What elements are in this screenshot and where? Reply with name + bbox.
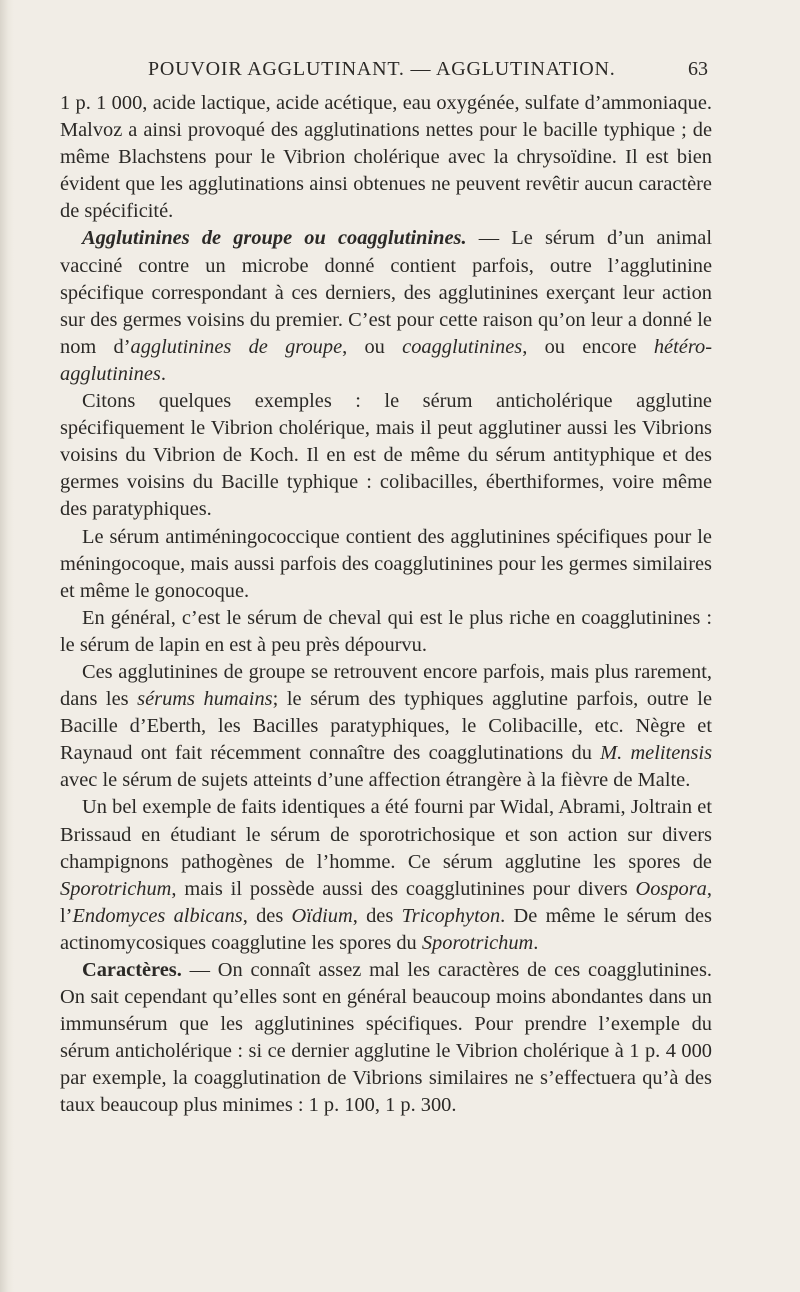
text-run: Ces agglutinines de groupe se retrouvent encore parfois, mais plus rarement, dans les [60, 660, 712, 711]
italic-term: agglutinines de groupe [130, 335, 343, 358]
text-run: . [160, 362, 166, 385]
page-gutter-shadow [0, 0, 14, 1292]
text-run: . De même le sérum des actinomycosiques coagglutine les spores du [60, 904, 712, 954]
italic-term: M. melitensis [600, 742, 712, 765]
text-run: , l’ [60, 877, 712, 927]
section-heading: Caractères. [82, 959, 182, 981]
text-run: , mais il possède aussi des coagglutinines pour divers [171, 877, 636, 900]
section-heading: Agglutinines de groupe ou coagglutinines. [82, 227, 467, 250]
page-header [148, 58, 708, 88]
text-run: , des [352, 904, 402, 927]
text-run: , ou encore [522, 335, 654, 358]
text-run: Un bel exemple de faits identiques a été fourni par Widal, Abrami, Joltrain et Brissaud en étudiant le sérum de sporotrichosique et son action sur divers champignons pathogènes de l’homme. Ce sérum agglutine les spores de [60, 796, 712, 873]
paragraph-agglutinines-de-groupe [60, 225, 712, 388]
italic-term: Sporotrichum [421, 931, 534, 954]
italic-term: Tricophyton [401, 904, 501, 927]
paragraph-5: En général, c’est le sérum de cheval qui est le plus riche en coagglutinines : le sérum de lapin en est à peu près dépourvu. [60, 606, 712, 656]
text-run: , des [242, 904, 292, 927]
italic-term: coagglutinines [402, 335, 523, 358]
italic-term: Endomyces albicans [72, 904, 243, 927]
italic-term: Oospora [635, 877, 707, 900]
text-run: ; le sérum des typhiques agglutine parfois, outre le Bacille d’Eberth, les Bacilles paratyphiques, le Colibacille, etc. Nègre et Raynaud ont fait récemment connaître des coagglutinations du [60, 688, 712, 765]
italic-term: hétéro-agglutinines [60, 335, 712, 385]
italic-term: Sporotrichum [60, 877, 172, 900]
paragraph-6 [60, 659, 712, 794]
paragraph-3: Citons quelques exemples : le sérum anticholérique agglutine spécifiquement le Vibrion cholérique, mais il peut agglutiner aussi les Vibrions voisins du Vibrion de Koch. Il en est de même du sérum antityphique et des germes voisins du Bacille typhique : colibacilles, éberthiformes, voire même des paratyphiques. [60, 390, 712, 521]
italic-term: Oïdium [291, 904, 353, 927]
text-run: — Le sérum d’un animal vacciné contre un microbe donné contient parfois, outre l’agglutinine spécifique correspondant à ces derniers, des agglutinines exerçant leur action sur des germes voisins du premier. C’est pour cette raison qu’on leur a donné le nom d’ [60, 227, 712, 358]
text-run: . [533, 931, 539, 954]
paragraph-4: Le sérum antiméningococcique contient des agglutinines spécifiques pour le méningocoque, mais aussi parfois des coagglutinines pour les germes similaires et même le gonocoque. [60, 525, 712, 602]
text-run: — On connaît assez mal les caractères de ces coagglutinines. On sait cependant qu’elles sont en général beaucoup moins abondantes dans un immunsérum que les agglutinines spécifiques. Pour prendre l’exemple du sérum anticholérique : si ce dernier agglutine le Vibrion cholérique à 1 p. 4 000 par exemple, la coagglutination de Vibrions similaires ne s’effectuera qu’à des taux beaucoup plus minimes : 1 p. 100, 1 p. 300. [60, 959, 712, 1117]
paragraph-7 [60, 794, 712, 957]
running-title: POUVOIR AGGLUTINANT. — AGGLUTINATION. [148, 58, 616, 80]
paragraph-caracteres [60, 957, 712, 1120]
italic-term: sérums humains [137, 688, 273, 711]
page-number: 63 [688, 58, 708, 80]
text-run: , ou [342, 335, 403, 358]
paragraph-1: 1 p. 1 000, acide lactique, acide acétique, eau oxygénée, sulfate d’ammoniaque. Malvoz a ainsi provoqué des agglutinations nettes pour le bacille typhique ; de même Blachstens pour le Vibrion cholérique avec la chrysoïdine. Il est bien évident que les agglutinations ainsi obtenues ne peuvent revêtir aucun caractère de spécificité. [60, 92, 712, 223]
body-text [60, 90, 712, 1120]
text-run: avec le sérum de sujets atteints d’une affection étrangère à la fièvre de Malte. [60, 769, 691, 792]
